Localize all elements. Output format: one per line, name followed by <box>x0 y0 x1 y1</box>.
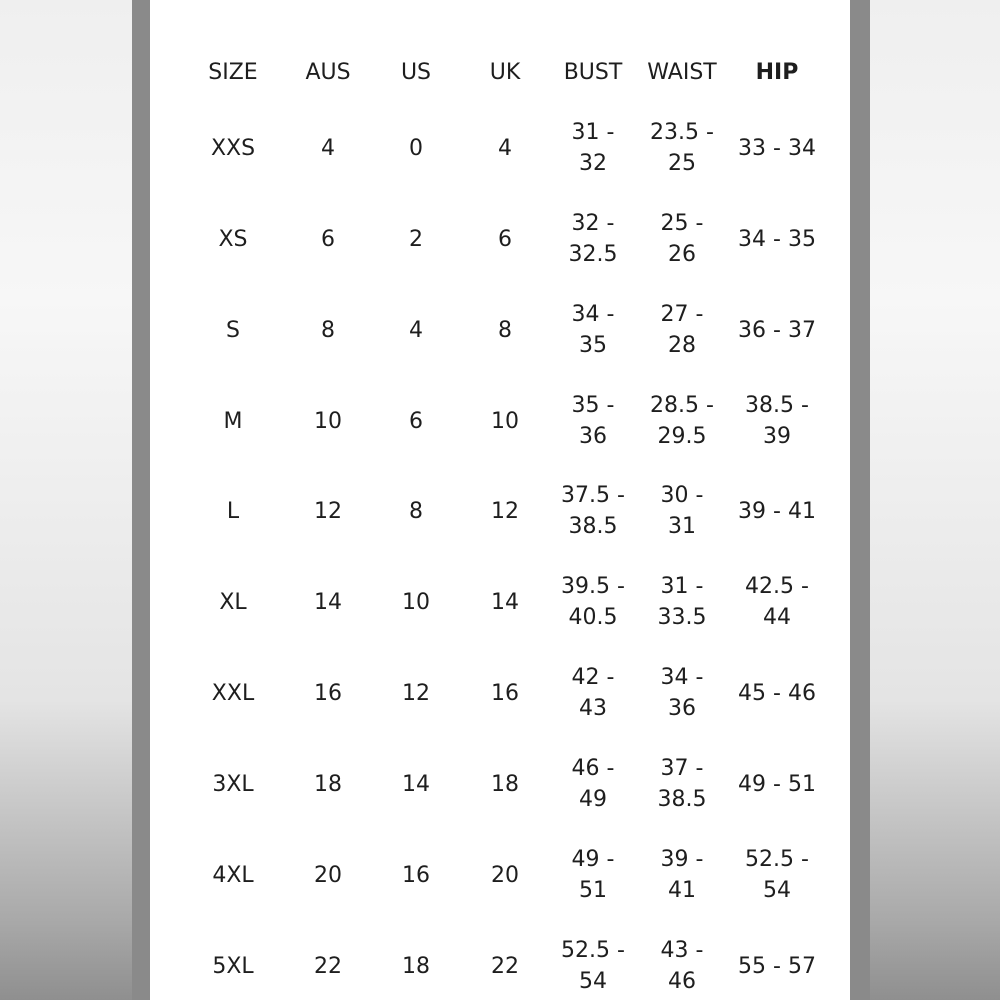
cell-waist-line: 30 - <box>660 483 704 508</box>
cell-hip-line: 52.5 - <box>745 847 809 872</box>
cell-waist-line: 33.5 <box>657 605 707 630</box>
cell-uk: 14 <box>491 589 519 615</box>
cell-hip-line: 42.5 - <box>745 574 809 599</box>
cell-bust-line: 36 <box>579 424 607 449</box>
cell-us: 0 <box>409 135 423 161</box>
cell-hip-line: 36 - 37 <box>738 317 816 343</box>
cell-waist <box>634 753 730 815</box>
cell-aus: 4 <box>321 135 335 161</box>
cell-hip-line: 39 - 41 <box>738 498 816 524</box>
cell-waist-line: 39 - <box>660 847 704 872</box>
cell-hip <box>729 390 825 452</box>
cell-bust-line: 32.5 <box>568 242 618 267</box>
cell-waist <box>634 480 730 542</box>
cell-hip <box>729 769 825 800</box>
cell-waist-line: 41 <box>668 878 696 903</box>
column-header-bust: BUST <box>563 60 623 85</box>
cell-us: 2 <box>409 226 423 252</box>
cell-size: XL <box>219 589 247 615</box>
cell-us: 14 <box>402 771 430 797</box>
cell-bust-line: 51 <box>579 878 607 903</box>
cell-aus: 8 <box>321 317 335 343</box>
cell-size: XXS <box>210 135 256 161</box>
cell-waist-line: 36 <box>668 696 696 721</box>
cell-waist-line: 31 <box>668 514 696 539</box>
cell-waist-line: 28 <box>668 333 696 358</box>
cell-us: 6 <box>409 408 423 434</box>
cell-hip <box>729 224 825 255</box>
cell-bust-line: 32 <box>579 151 607 176</box>
cell-bust-line: 35 <box>579 333 607 358</box>
cell-uk: 10 <box>491 408 519 434</box>
cell-bust-line: 42 - <box>571 665 615 690</box>
cell-size: XS <box>218 226 248 252</box>
cell-aus: 18 <box>314 771 342 797</box>
cell-bust-line: 32 - <box>571 211 615 236</box>
cell-waist <box>634 571 730 633</box>
cell-bust-line: 34 - <box>571 302 615 327</box>
cell-hip-line: 34 - 35 <box>738 226 816 252</box>
cell-uk: 16 <box>491 680 519 706</box>
cell-size: 4XL <box>212 862 254 888</box>
cell-aus: 10 <box>314 408 342 434</box>
column-header-waist: WAIST <box>647 60 717 85</box>
cell-hip-line: 45 - 46 <box>738 680 816 706</box>
cell-size: 3XL <box>212 771 254 797</box>
cell-uk: 18 <box>491 771 519 797</box>
cell-hip-line: 49 - 51 <box>738 771 816 797</box>
cell-bust-line: 52.5 - <box>561 938 625 963</box>
cell-hip-line: 55 - 57 <box>738 953 816 979</box>
cell-size: L <box>226 498 240 524</box>
cell-hip-line: 33 - 34 <box>738 135 816 161</box>
cell-us: 18 <box>402 953 430 979</box>
column-header-aus: AUS <box>305 60 351 85</box>
cell-bust <box>545 571 641 633</box>
cell-aus: 22 <box>314 953 342 979</box>
cell-size: S <box>226 317 240 343</box>
cell-us: 4 <box>409 317 423 343</box>
cell-bust <box>545 935 641 997</box>
column-header-hip: HIP <box>755 60 799 85</box>
cell-waist-line: 31 - <box>660 574 704 599</box>
cell-bust <box>545 208 641 270</box>
cell-uk: 6 <box>498 226 512 252</box>
cell-waist-line: 29.5 <box>657 424 707 449</box>
cell-bust-line: 43 <box>579 696 607 721</box>
cell-hip <box>729 133 825 164</box>
cell-waist <box>634 299 730 361</box>
cell-hip <box>729 496 825 527</box>
cell-hip <box>729 951 825 982</box>
cell-hip-line: 38.5 - <box>745 393 809 418</box>
cell-waist-line: 25 <box>668 151 696 176</box>
cell-hip-line: 44 <box>763 605 791 630</box>
cell-waist <box>634 208 730 270</box>
cell-bust <box>545 753 641 815</box>
cell-hip-line: 54 <box>763 878 791 903</box>
cell-aus: 20 <box>314 862 342 888</box>
cell-bust <box>545 117 641 179</box>
cell-us: 10 <box>402 589 430 615</box>
cell-aus: 16 <box>314 680 342 706</box>
cell-bust-line: 37.5 - <box>561 483 625 508</box>
cell-bust <box>545 390 641 452</box>
cell-hip-line: 39 <box>763 424 791 449</box>
cell-waist-line: 34 - <box>660 665 704 690</box>
cell-waist-line: 43 - <box>660 938 704 963</box>
cell-uk: 22 <box>491 953 519 979</box>
cell-bust <box>545 844 641 906</box>
cell-hip <box>729 571 825 633</box>
cell-bust-line: 54 <box>579 969 607 994</box>
cell-bust-line: 35 - <box>571 393 615 418</box>
cell-waist-line: 46 <box>668 969 696 994</box>
cell-size: 5XL <box>212 953 254 979</box>
column-header-us: US <box>400 60 432 85</box>
cell-us: 16 <box>402 862 430 888</box>
cell-bust-line: 40.5 <box>568 605 618 630</box>
cell-hip <box>729 844 825 906</box>
cell-waist <box>634 844 730 906</box>
cell-bust-line: 49 - <box>571 847 615 872</box>
cell-bust-line: 38.5 <box>568 514 618 539</box>
cell-waist <box>634 935 730 997</box>
cell-uk: 8 <box>498 317 512 343</box>
cell-bust-line: 46 - <box>571 756 615 781</box>
cell-hip <box>729 678 825 709</box>
cell-size: M <box>223 408 243 434</box>
size-chart-sheet <box>150 0 850 1000</box>
cell-aus: 6 <box>321 226 335 252</box>
cell-aus: 14 <box>314 589 342 615</box>
cell-waist <box>634 390 730 452</box>
cell-us: 8 <box>409 498 423 524</box>
cell-bust <box>545 299 641 361</box>
cell-waist-line: 28.5 - <box>650 393 714 418</box>
column-header-uk: UK <box>489 60 521 85</box>
cell-waist-line: 38.5 <box>657 787 707 812</box>
cell-waist-line: 27 - <box>660 302 704 327</box>
cell-waist-line: 37 - <box>660 756 704 781</box>
cell-bust-line: 39.5 - <box>561 574 625 599</box>
cell-us: 12 <box>402 680 430 706</box>
cell-bust <box>545 480 641 542</box>
cell-hip <box>729 315 825 346</box>
cell-bust <box>545 662 641 724</box>
cell-bust-line: 31 - <box>571 120 615 145</box>
cell-waist <box>634 117 730 179</box>
cell-size: XXL <box>211 680 255 706</box>
cell-bust-line: 49 <box>579 787 607 812</box>
cell-aus: 12 <box>314 498 342 524</box>
column-header-size: SIZE <box>208 60 258 85</box>
cell-waist <box>634 662 730 724</box>
cell-uk: 12 <box>491 498 519 524</box>
cell-uk: 20 <box>491 862 519 888</box>
cell-uk: 4 <box>498 135 512 161</box>
cell-waist-line: 25 - <box>660 211 704 236</box>
cell-waist-line: 26 <box>668 242 696 267</box>
cell-waist-line: 23.5 - <box>650 120 714 145</box>
